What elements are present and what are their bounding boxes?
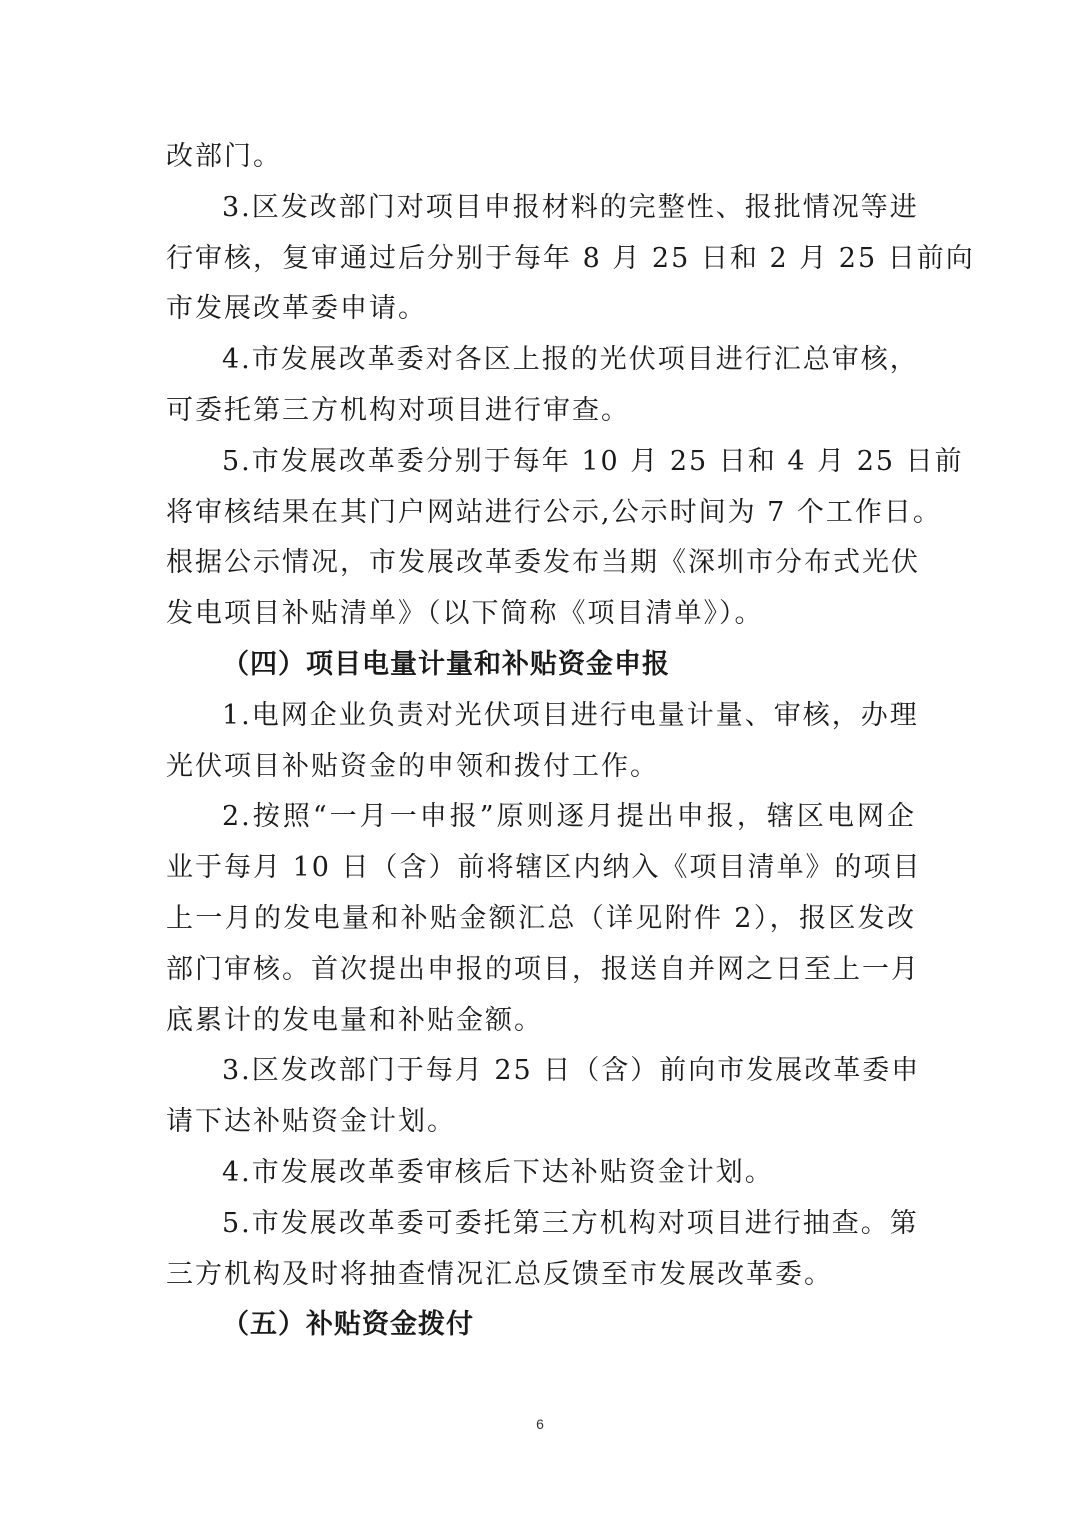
text-line: 可委托第三方机构对项目进行审查。 xyxy=(166,394,630,426)
text-line: 发电项目补贴清单》（以下简称《项目清单》）。 xyxy=(166,598,764,630)
section-heading: （四）项目电量计量和补贴资金申报 xyxy=(222,648,670,680)
page-number: 6 xyxy=(536,1416,544,1432)
text-line: 上一月的发电量和补贴金额汇总（详见附件 2），报区发改 xyxy=(166,902,916,934)
text-line: 5.市发展改革委可委托第三方机构对项目进行抽查。第 xyxy=(222,1207,919,1239)
text-line: 3.区发改部门于每月 25 日（含）前向市发展改革委申 xyxy=(222,1055,921,1087)
document-body xyxy=(166,132,975,1351)
text-line: 行审核，复审通过后分别于每年 8 月 25 日和 2 月 25 日前向 xyxy=(166,242,975,274)
text-line: 请下达补贴资金计划。 xyxy=(166,1106,456,1138)
text-line: 1.电网企业负责对光伏项目进行电量计量、审核，办理 xyxy=(222,699,919,731)
text-line: 三方机构及时将抽查情况汇总反馈至市发展改革委。 xyxy=(166,1258,833,1290)
text-line: 改部门。 xyxy=(166,141,282,172)
text-line: 4.市发展改革委审核后下达补贴资金计划。 xyxy=(222,1156,774,1188)
text-line: 5.市发展改革委分别于每年 10 月 25 日和 4 月 25 日前 xyxy=(222,445,964,477)
text-line: 4.市发展改革委对各区上报的光伏项目进行汇总审核， xyxy=(222,344,919,376)
text-line: 市发展改革委申请。 xyxy=(166,293,427,325)
text-line: 2.按照“一月一申报”原则逐月提出申报，辖区电网企 xyxy=(222,801,916,833)
text-line: 光伏项目补贴资金的申领和拨付工作。 xyxy=(166,750,659,782)
section-heading: （五）补贴资金拨付 xyxy=(222,1309,474,1341)
text-line: 3.区发改部门对项目申报材料的完整性、报批情况等进 xyxy=(222,191,919,223)
text-line: 部门审核。首次提出申报的项目，报送自并网之日至上一月 xyxy=(166,953,920,985)
text-line: 将审核结果在其门户网站进行公示,公示时间为 7 个工作日。 xyxy=(166,496,942,528)
text-line: 业于每月 10 日（含）前将辖区内纳入《项目清单》的项目 xyxy=(166,852,922,884)
text-line: 根据公示情况，市发展改革委发布当期《深圳市分布式光伏 xyxy=(166,547,920,579)
text-line: 底累计的发电量和补贴金额。 xyxy=(166,1004,543,1036)
